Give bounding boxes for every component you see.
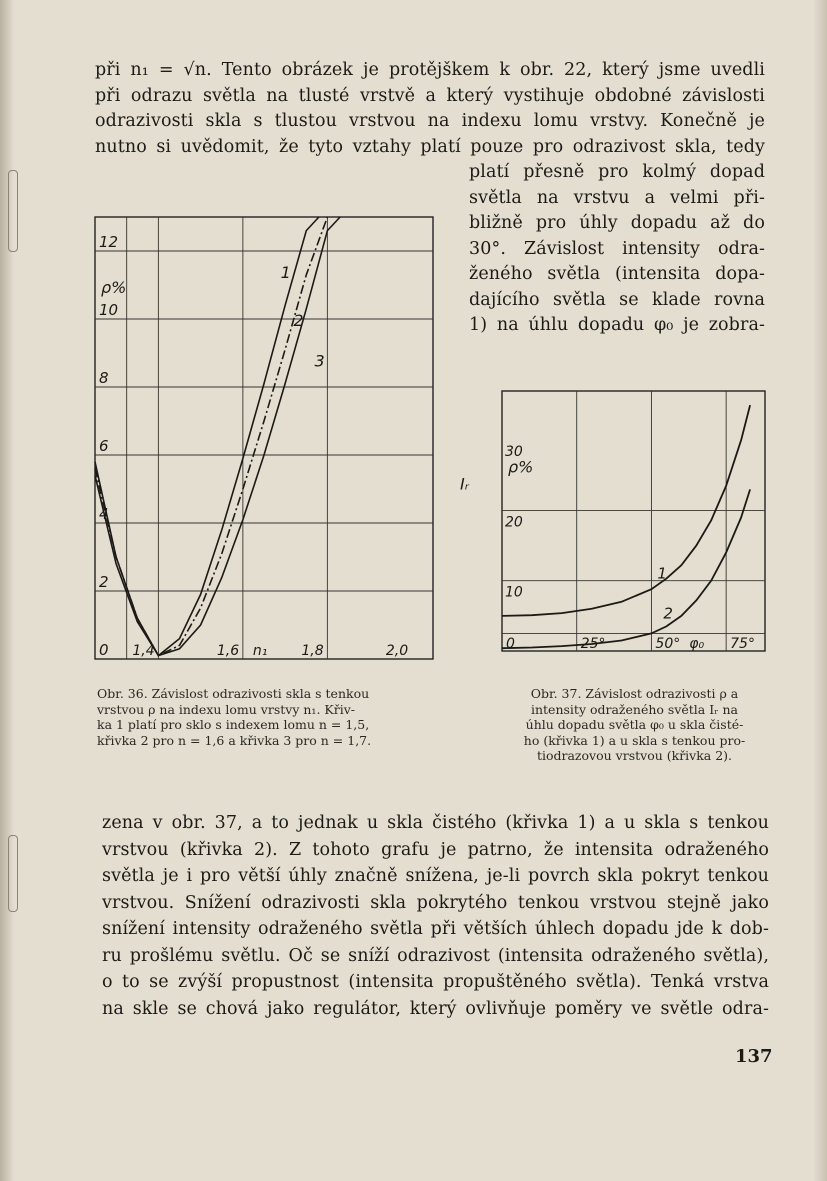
caption-line: Obr. 37. Závislost odrazivosti ρ a (530, 686, 739, 701)
text-line: světla je i pro větší úhly značně snížena, je-li povrch skla pokryt tenkou (102, 866, 769, 886)
figure-37-curve-2 (502, 489, 750, 648)
figure-36-x-tick-label: 1,4 (132, 643, 155, 659)
figure-36-y-tick-label: 8 (99, 369, 109, 387)
text-line: dajícího světla se klade rovna (469, 289, 765, 310)
figure-36-y-tick-label: 2 (99, 573, 109, 591)
bottom-paragraph (102, 810, 769, 1022)
text-line: 30°. Závislost intensity odra- (469, 238, 765, 259)
caption-line: ka 1 platí pro sklo s indexem lomu n = 1,5, (97, 717, 370, 732)
caption-line: tiodrazovou vrstvou (křivka 2). (536, 748, 733, 763)
figure-37-curve-label: 1 (657, 564, 667, 583)
top-paragraph (95, 58, 765, 160)
caption-line: vrstvou ρ na indexu lomu vrstvy n₁. Křiv- (97, 701, 355, 717)
text-line: světla na vrstvu a velmi při- (469, 187, 765, 208)
figure-36-curve-3 (95, 217, 340, 656)
text-line: zena v obr. 37, a to jednak u skla čistého (křivka 1) a u skla s tenkou (102, 813, 769, 833)
figure-36-x-axis-label: n₁ (252, 643, 268, 659)
figure-36-x-tick-label: 1,8 (301, 643, 324, 659)
page-right-edge (813, 0, 827, 1181)
side-paragraph (469, 160, 765, 339)
text-line: vrstvou. Snížení odrazivosti skla pokrytého tenkou vrstvou stejně jako (102, 892, 769, 913)
text-line: 1) na úhlu dopadu φ₀ je zobra- (469, 315, 765, 335)
caption-line: úhlu dopadu světla φ₀ u skla čisté- (525, 717, 744, 732)
text-line: ru prošlému světlu. Oč se sníží odrazivost (intensita odraženého světla), (102, 945, 769, 966)
text-line: vrstvou (křivka 2). Z tohoto grafu je patrno, že intensita odraženého (102, 839, 769, 860)
binding-mark-bottom (8, 835, 18, 912)
figure-37-y-tick-label: 10 (505, 584, 523, 601)
figure-37-x-tick-label: 50° (655, 636, 681, 652)
figure-36-y-axis-label: ρ% (101, 278, 127, 297)
figure-37-x-axis-label: φ₀ (689, 636, 705, 652)
figure-36-y-tick-label: 10 (99, 301, 119, 319)
figure-36-x-tick-label: 2,0 (385, 643, 409, 659)
text-line: při n₁ = √n. Tento obrázek je protějškem k obr. 22, který jsme uvedli (95, 60, 765, 80)
figure-37-frame (502, 391, 765, 651)
text-line: snížení intensity odraženého světla při větších úhlech dopadu jde k dob- (102, 919, 769, 939)
figure-36-y-tick-label: 12 (99, 233, 119, 251)
figure-37-x-tick-label: 25° (580, 636, 606, 652)
figure-36-y-tick-label: 6 (99, 437, 109, 455)
figure-37 (452, 386, 770, 662)
caption-line: Obr. 36. Závislost odrazivosti skla s tenkou (97, 686, 370, 701)
text-line: o to se zvýší propustnost (intensita propuštěného světla). Tenká vrstva (102, 972, 769, 992)
figure-36 (90, 212, 438, 664)
figure-37-y-tick-label: 20 (505, 514, 523, 531)
figure-37-x-tick-label: 0 (506, 636, 515, 652)
text-line: bližně pro úhly dopadu až do (469, 213, 765, 233)
figure-37-chart (452, 386, 770, 662)
figure-36-curve-label: 2 (293, 310, 304, 330)
figure-37-x-tick-label: 75° (730, 636, 755, 652)
figure-36-curve-label: 1 (280, 263, 291, 283)
figure-36-x-tick-label: 1,6 (216, 643, 240, 659)
figure-36-caption (97, 686, 447, 748)
text-line: platí přesně pro kolmý dopad (469, 162, 765, 182)
text-line: na skle se chová jako regulátor, který ovlivňuje poměry ve světle odra- (102, 998, 769, 1019)
text-line: odrazivosti skla s tlustou vrstvou na indexu lomu vrstvy. Konečně je (95, 111, 765, 131)
text-line: ženého světla (intensita dopa- (469, 264, 765, 284)
figure-36-curve-2 (95, 217, 327, 656)
caption-line: intensity odraženého světla Iᵣ na (530, 701, 738, 717)
figure-37-y-tick-label: 30 (505, 444, 523, 461)
figure-37-outer-y-label: Iᵣ (460, 474, 469, 494)
figure-36-chart (90, 212, 438, 664)
binding-mark-top (8, 170, 18, 252)
figure-36-y-tick-label: 0 (99, 641, 109, 659)
caption-line: ho (křivka 1) a u skla s tenkou pro- (523, 732, 746, 748)
figure-36-frame (95, 217, 433, 659)
text-line: při odrazu světla na tlusté vrstvě a který vystihuje obdobné závislosti (95, 85, 765, 106)
figure-36-y-tick-label: 4 (99, 505, 109, 523)
page-number: 137 (735, 1046, 773, 1067)
figure-37-y-axis-label: ρ% (508, 457, 534, 477)
text-line: nutno si uvědomit, že tyto vztahy platí pouze pro odrazivost skla, tedy (95, 136, 765, 157)
figure-37-curve-label: 2 (663, 604, 673, 623)
caption-line: křivka 2 pro n = 1,6 a křivka 3 pro n = 1,7. (97, 732, 372, 748)
figure-37-caption (497, 686, 772, 764)
figure-36-curve-label: 3 (314, 351, 325, 371)
